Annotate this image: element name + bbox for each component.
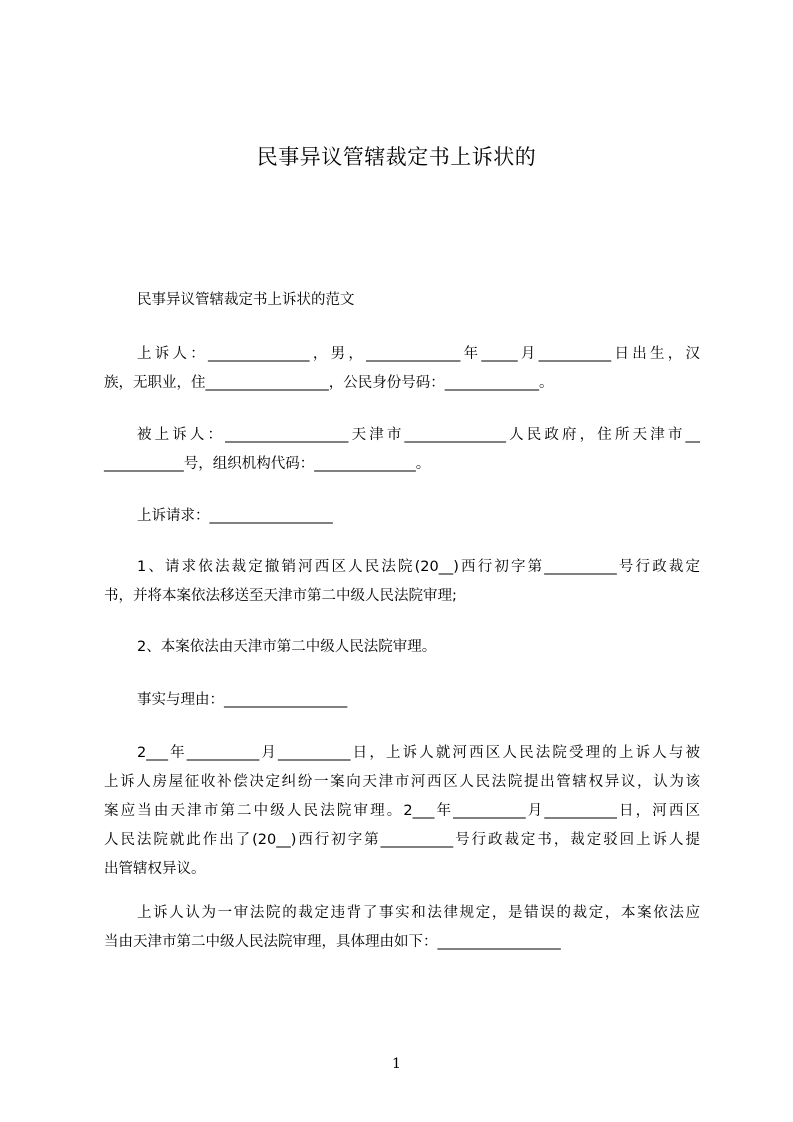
appellant-line-2: 族，无职业，住_________________，公民身份号码：_____________。 <box>104 375 554 391</box>
request-1-paragraph <box>104 553 700 611</box>
facts-heading <box>104 686 700 715</box>
request-1-line-1: 1、请求依法裁定撤销河西区人民法院(20__)西行初字第__________号行政裁定 <box>137 559 700 575</box>
appellee-line-1: 被上诉人：_________________天津市______________人民政府，住所天津市__ <box>137 427 700 443</box>
facts-line-5: 出管辖权异议。 <box>104 861 206 877</box>
document-title: 民事异议管辖裁定书上诉状的 <box>256 145 537 169</box>
facts-line-2: 上诉人房屋征收补偿决定纠纷一案向天津市河西区人民法院提出管辖权异议，认为该 <box>104 774 700 790</box>
facts-line-1: 2___年__________月__________日，上诉人就河西区人民法院受理的上诉人与被 <box>137 745 700 761</box>
facts-paragraph <box>104 739 700 884</box>
request-2-paragraph <box>104 633 700 662</box>
conclusion-line-2: 当由天津市第二中级人民法院审理，具体理由如下：_________________ <box>104 934 561 950</box>
appellee-line-2: ___________号，组织机构代码：______________。 <box>104 456 431 472</box>
request-2-text: 2、本案依法由天津市第二中级人民法院审理。 <box>137 639 437 655</box>
facts-heading-text: 事实与理由：_________________ <box>137 692 348 708</box>
conclusion-line-1: 上诉人认为一审法院的裁定违背了事实和法律规定，是错误的裁定，本案依法应 <box>137 905 700 921</box>
appellant-paragraph <box>104 340 700 398</box>
request-1-line-2: 书，并将本案依法移送至天津市第二中级人民法院审理; <box>104 588 457 604</box>
subtitle-text: 民事异议管辖裁定书上诉状的范文 <box>137 292 355 308</box>
document-subtitle <box>104 286 700 315</box>
appellant-line-1: 上诉人：______________，男，_____________年_____月__________日出生，汉 <box>137 346 700 362</box>
requests-heading-text: 上诉请求：_________________ <box>137 508 333 524</box>
conclusion-paragraph <box>104 899 700 957</box>
appellee-paragraph <box>104 421 700 479</box>
requests-heading <box>104 502 700 531</box>
facts-line-4: 人民法院就此作出了(20__)西行初字第__________号行政裁定书，裁定驳回上诉人提 <box>104 832 700 848</box>
facts-line-3: 案应当由天津市第二中级人民法院审理。2___年__________月__________日，河西区 <box>104 803 700 819</box>
page-number: 1 <box>392 1056 401 1072</box>
